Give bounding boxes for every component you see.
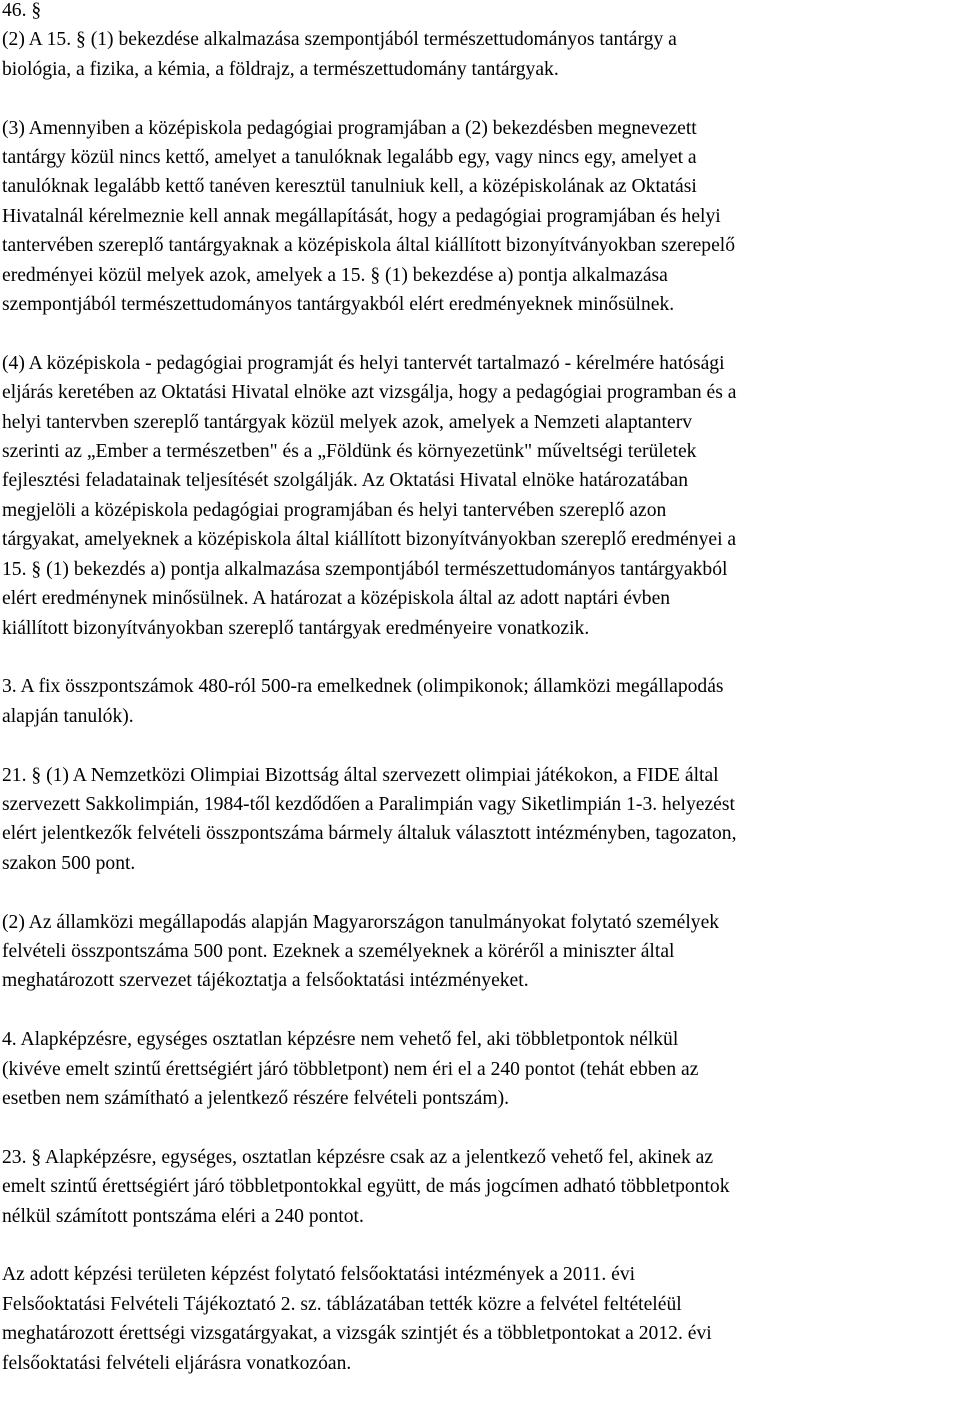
paragraph-2: (3) Amennyiben a középiskola pedagógiai programjában a (2) bekezdésben megnevezett tantárgy közül nincs kettő, amelyet a tanulóknak legalább egy, vagy nincs egy, amelyet a tanulóknak legalább kettő tanéven keresztül tanulniuk kell, a középiskolának az Oktatási Hivatalnál kérelmeznie kell annak megállapítását, hogy a pedagógiai programjában és helyi tantervében szereplő tantárgyaknak a középiskola által kiállított bizonyítványokban szerepelő eredményei közül melyek azok, amelyek a 15. § (1) bekezdése a) pontja alkalmazása szempontjából természettudományos tantárgyakból elért eredményeknek minősülnek. [2, 117, 736, 316]
paragraph-5: 21. § (1) A Nemzetközi Olimpiai Bizottság által szervezett olimpiai játékokon, a FIDE által szervezett Sakkolimpián, 1984-től kezdődően a Paralimpián vagy Siketlimpián 1-3. helyezést elért jelentkezők felvételi összpontszáma bármely általuk választott intézményben, tagozaton, szakon 500 pont. [2, 764, 737, 874]
paragraph-spacer [2, 1231, 954, 1260]
paragraph-spacer [2, 84, 954, 113]
paragraph-9: Az adott képzési területen képzést folytató felsőoktatási intézmények a 2011. évi Felsőoktatási Felvételi Tájékoztató 2. sz. táblázatában tették közre a felvétel feltételéül meghatározott érettségi vizsgatárgyakat, a vizsgák szintjét és a többletpontokat a 2012. évi felsőoktatási felvételi eljárásra vonatkozóan. [2, 1264, 712, 1374]
paragraph-1: (2) A 15. § (1) bekezdése alkalmazása szempontjából természettudományos tantárgy a biológia, a fizika, a kémia, a földrajz, a természettudomány tantárgyak. [2, 29, 677, 80]
paragraph-spacer [2, 643, 954, 672]
paragraph-3: (4) A középiskola - pedagógiai programját és helyi tantervét tartalmazó - kérelmére hatósági eljárás keretében az Oktatási Hivatal elnöke azt vizsgálja, hogy a pedagógiai programban és a helyi tantervben szereplő tantárgyak közül melyek azok, amelyek a Nemzeti alaptanterv szerinti az „Ember a természetben" és a „Földünk és környezetünk" műveltségi területek fejlesztési feladatainak teljesítését szolgálják. Az Oktatási Hivatal elnöke határozatában megjelöli a középiskola pedagógiai programjában és helyi tantervében szereplő azon tárgyakat, amelyeknek a középiskola által kiállított bizonyítványokban szereplő eredményei a 15. § (1) bekezdés a) pontja alkalmazása szempontjából természettudományos tantárgyakból elért eredménynek minősülnek. A határozat a középiskola által az adott naptári évben kiállított bizonyítványokban szereplő tantárgyak eredményeire vonatkozik. [2, 352, 737, 639]
paragraph-spacer [2, 319, 954, 348]
section-heading: 46. § [2, 0, 42, 21]
paragraph-8: 23. § Alapképzésre, egységes, osztatlan képzésre csak az a jelentkező vehető fel, akinek az emelt szintű érettségiért járó többletpontokkal együtt, de más jogcímen adható többletpontok nélkül számított pontszáma eléri a 240 pontot. [2, 1146, 730, 1227]
paragraph-4: 3. A fix összpontszámok 480-ról 500-ra emelkednek (olimpikonok; államközi megállapodás alapján tanulók). [2, 676, 724, 727]
paragraph-spacer [2, 1113, 954, 1142]
paragraph-6: (2) Az államközi megállapodás alapján Magyarországon tanulmányokat folytató személyek felvételi összpontszáma 500 pont. Ezeknek a személyeknek a köréről a miniszter által meghatározott szervezet tájékoztatja a felsőoktatási intézményeket. [2, 911, 720, 992]
paragraph-7: 4. Alapképzésre, egységes osztatlan képzésre nem vehető fel, aki többletpontok nélkül (kivéve emelt szintű érettségiért járó többletpont) nem éri el a 240 pontot (tehát ebben az esetben nem számítható a jelentkező részére felvételi pontszám). [2, 1029, 699, 1109]
paragraph-spacer [2, 996, 954, 1025]
paragraph-spacer [2, 731, 954, 760]
paragraph-spacer [2, 878, 954, 907]
